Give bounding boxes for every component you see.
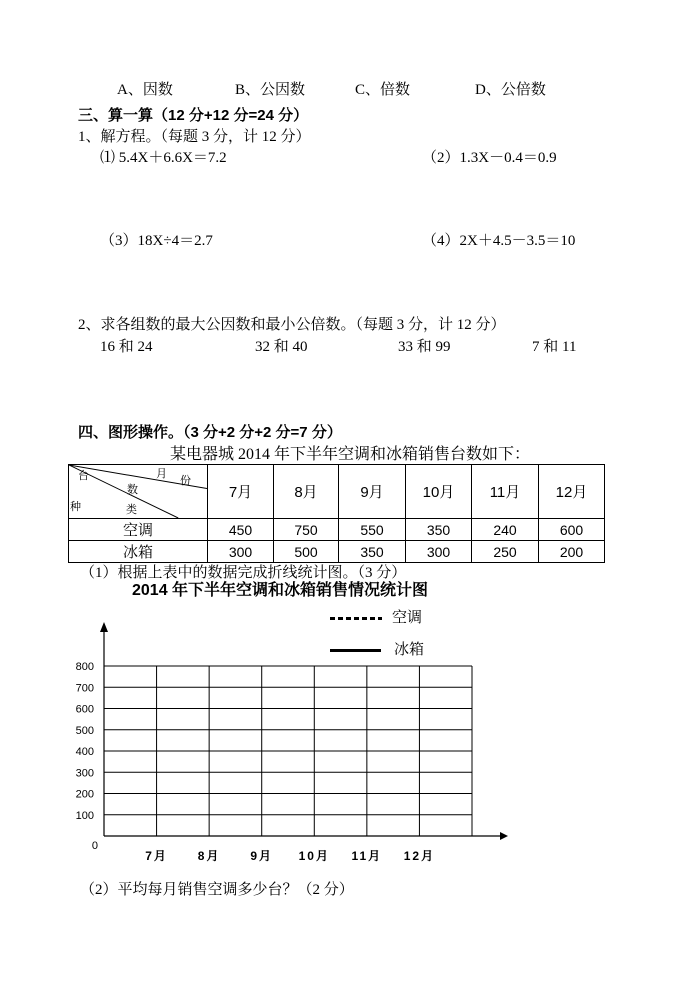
table-header-row: [69, 465, 605, 519]
equation-3: （3）18X÷4＝2.7: [100, 233, 213, 249]
y-tick-label: 500: [75, 724, 94, 737]
month-header: 11月: [472, 465, 539, 519]
section4-title: 四、图形操作。（3 分+2 分+2 分=7 分）: [78, 424, 342, 441]
x-tick-label: 11月: [351, 849, 383, 863]
graph-title: 2014 年下半年空调和冰箱销售情况统计图: [132, 582, 429, 599]
month-header: 8月: [274, 465, 339, 519]
sales-table: [68, 464, 605, 563]
y-tick-label: 800: [75, 661, 94, 673]
table-cell: 750: [274, 519, 339, 541]
table-cell: 500: [274, 541, 339, 563]
section3-q1-title: 1、解方程。（每题 3 分，计 12 分）: [78, 129, 311, 145]
section4-q2: （2）平均每月销售空调多少台？（2 分）: [80, 882, 354, 898]
table-cell: 240: [472, 519, 539, 541]
corner-label: 份: [180, 475, 191, 487]
table-cell: 450: [208, 519, 274, 541]
table-row: [69, 541, 605, 563]
table-row: [69, 519, 605, 541]
month-header: 10月: [406, 465, 472, 519]
y-tick-label: 600: [75, 703, 94, 716]
table-cell: 350: [406, 519, 472, 541]
y-axis-arrow-icon: [100, 622, 108, 632]
table-intro: 某电器城 2014 年下半年空调和冰箱销售台数如下：: [170, 446, 531, 463]
section3-title: 三、算一算（12 分+12 分=24 分）: [78, 107, 309, 124]
option-a: A、因数: [117, 82, 173, 98]
option-b: B、公因数: [235, 82, 306, 98]
legend-label-fridge: 冰箱: [394, 642, 425, 658]
section3-q2-title: 2、求各组数的最大公因数和最小公倍数。（每题 3 分，计 12 分）: [78, 317, 506, 333]
y-tick-label: 100: [75, 809, 94, 822]
legend-label-aircon: 空调: [392, 610, 423, 626]
x-axis-arrow-icon: [500, 832, 508, 840]
x-tick-label: 10月: [298, 849, 330, 863]
blank-line-chart: [60, 610, 520, 870]
number-pair-4: 7 和 11: [532, 339, 577, 355]
table-cell: 550: [339, 519, 406, 541]
corner-label: 种: [70, 501, 81, 513]
section4-q1: （1）根据上表中的数据完成折线统计图。（3 分）: [80, 565, 407, 581]
x-tick-label: 12月: [403, 849, 436, 863]
x-tick-label: 8月: [197, 849, 221, 863]
table-cell: 300: [208, 541, 274, 563]
equation-4: （4）2X＋4.5－3.5＝10: [422, 233, 576, 249]
option-c: C、倍数: [355, 82, 411, 98]
table-cell: 200: [539, 541, 605, 563]
x-tick-label: 7月: [145, 849, 168, 863]
table-cell: 350: [339, 541, 406, 563]
corner-label: 月: [156, 468, 167, 480]
option-d: D、公倍数: [475, 82, 546, 98]
corner-diagonal-lines: [69, 465, 207, 518]
month-header: 7月: [208, 465, 274, 519]
table-cell: 250: [472, 541, 539, 563]
number-pair-3: 33 和 99: [398, 339, 451, 355]
month-header: 9月: [339, 465, 406, 519]
number-pair-1: 16 和 24: [100, 339, 153, 355]
y-tick-label: 700: [75, 682, 94, 695]
table-cell: 600: [539, 519, 605, 541]
origin-label: 0: [91, 840, 98, 852]
equation-1: ⑴ 5.4X＋6.6X＝7.2: [100, 150, 227, 166]
table-corner-cell: [69, 465, 208, 519]
table-cell: 300: [406, 541, 472, 563]
number-pair-2: 32 和 40: [255, 339, 308, 355]
corner-label: 数: [127, 484, 138, 496]
x-tick-label: 9月: [250, 849, 274, 863]
equation-2: （2）1.3X－0.4＝0.9: [422, 150, 557, 166]
corner-label: 类: [126, 504, 137, 516]
month-header: 12月: [539, 465, 605, 519]
row-label: 冰箱: [69, 541, 208, 563]
y-tick-label: 300: [75, 767, 94, 780]
corner-label: 台: [78, 470, 89, 482]
row-label: 空调: [69, 519, 208, 541]
y-tick-label: 400: [75, 746, 94, 758]
y-tick-label: 200: [75, 788, 94, 801]
